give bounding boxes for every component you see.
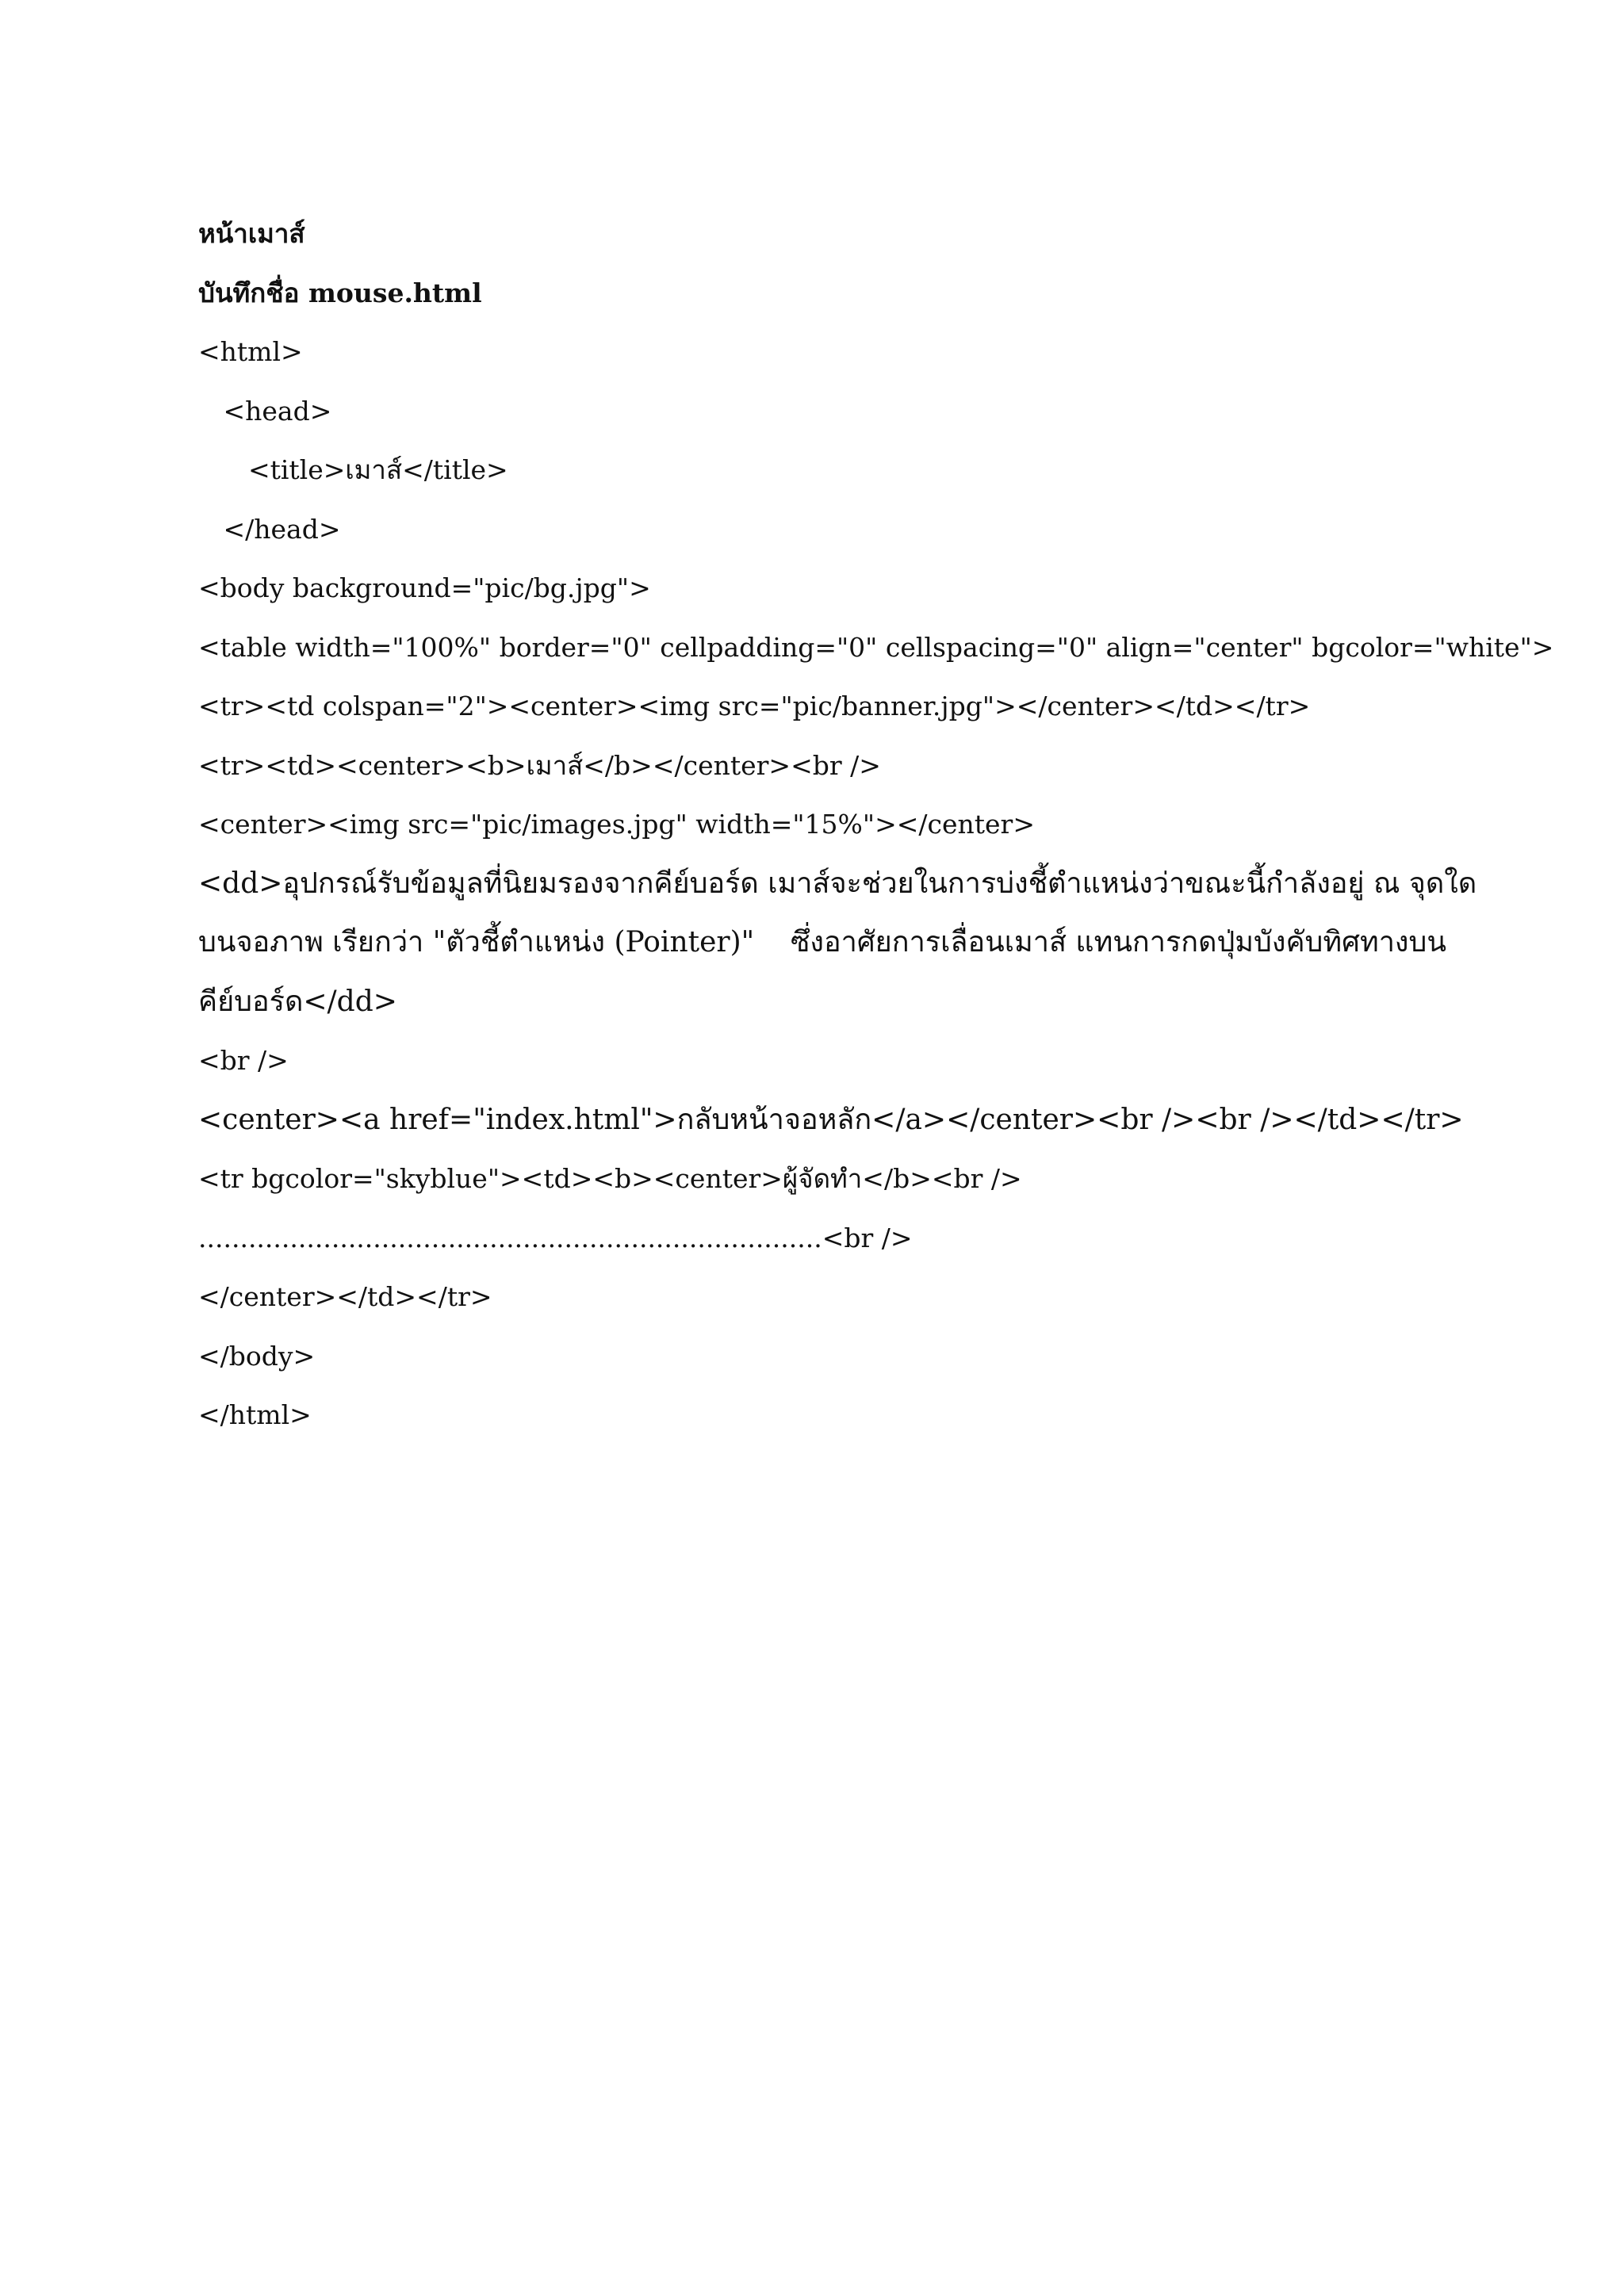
- code-line-head-close: </head>: [198, 513, 341, 545]
- code-line-html-close: </html>: [198, 1399, 312, 1430]
- code-line-description-2: บนจอภาพ เรียกว่า "ตัวชี้ตำแหน่ง (Pointer)" ซึ่งอาศัยการเลื่อนเมาส์ แทนการกดปุ่มบังคับทิศทางบน: [198, 926, 1446, 959]
- save-filename-label: บันทึกชื่อ mouse.html: [198, 277, 482, 308]
- code-line-html-open: <html>: [198, 336, 303, 367]
- code-line-footer-close: </center></td></tr>: [198, 1281, 492, 1312]
- code-line-body-open: <body background="pic/bg.jpg">: [198, 572, 651, 603]
- code-line-image: <center><img src="pic/images.jpg" width="15%"></center>: [198, 809, 1035, 840]
- code-line-head-open: <head>: [198, 395, 332, 427]
- code-line-banner-row: <tr><td colspan="2"><center><img src="pic/banner.jpg"></center></td></tr>: [198, 691, 1311, 721]
- code-line-description-1: <dd>อุปกรณ์รับข้อมูลที่นิยมรองจากคีย์บอร์ด เมาส์จะช่วยในการบ่งชี้ตำแหน่งว่าขณะนี้กำลังอยู่ ณ จุดใด: [198, 867, 1477, 900]
- document-content: [198, 205, 1554, 1445]
- code-line-title: <title>เมาส์</title>: [198, 454, 508, 485]
- code-line-home-link: <center><a href="index.html">กลับหน้าจอหลัก</a></center><br /><br /></td></tr>: [198, 1103, 1464, 1136]
- code-line-table-open: <table width="100%" border="0" cellpadding="0" cellspacing="0" align="center" bgcolor="white">: [198, 631, 1554, 663]
- code-line-body-close: </body>: [198, 1340, 316, 1372]
- code-line-break: <br />: [198, 1045, 289, 1076]
- page-title: หน้าเมาส์: [198, 218, 305, 249]
- code-line-mouse-heading: <tr><td><center><b>เมาส์</b></center><br />: [198, 749, 881, 781]
- code-line-description-3: คีย์บอร์ด</dd>: [198, 985, 397, 1018]
- code-line-footer-row: <tr bgcolor="skyblue"><td><b><center>ผู้จัดทำ</b><br />: [198, 1163, 1022, 1194]
- code-line-dotted-placeholder: ...........................................................................<br />: [198, 1222, 913, 1253]
